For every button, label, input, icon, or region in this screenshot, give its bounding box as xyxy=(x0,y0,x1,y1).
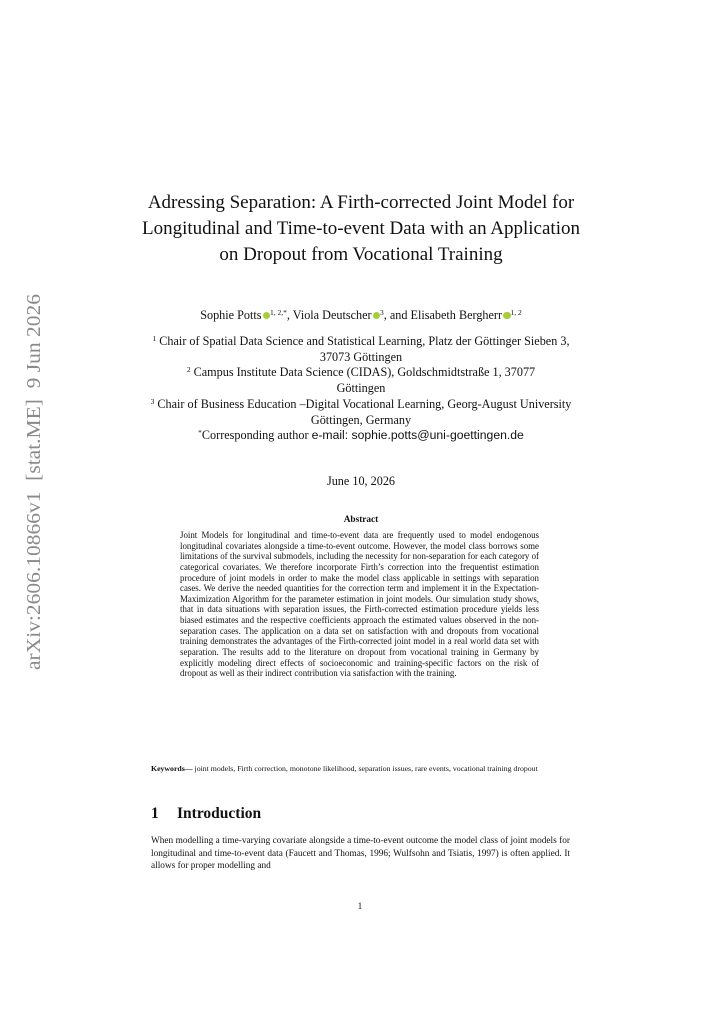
affiliation-mark: 2 xyxy=(186,365,191,375)
affiliation-3 xyxy=(140,397,582,428)
orcid-icon[interactable] xyxy=(263,312,271,320)
section-number: 1 xyxy=(151,805,159,822)
keywords xyxy=(151,764,570,774)
affiliation-text: Chair of Business Education –Digital Vocational Learning, Georg-August University Göttingen, Germany xyxy=(157,396,572,427)
keywords-text: joint models, Firth correction, monotone likelihood, separation issues, rare events, vocational training dropout xyxy=(192,764,538,773)
author-separator: , and xyxy=(383,308,411,322)
author-separator: , xyxy=(286,308,293,322)
corresponding-author xyxy=(140,428,582,444)
author-affiliation-marks: 1, 2 xyxy=(510,308,522,317)
section-heading-introduction xyxy=(151,805,261,823)
orcid-icon[interactable] xyxy=(373,312,381,320)
introduction-paragraph: When modelling a time-varying covariate alongside a time-to-event outcome the model class of joint models for longitudinal and time-to-event data (Faucett and Thomas, 1996; Wulfsohn and Tsiatis, 1997) is often applied. It allows for proper modelling and xyxy=(151,836,570,872)
author-affiliation-marks: 1, 2,* xyxy=(270,308,287,317)
arxiv-identifier-stamp xyxy=(16,294,48,670)
author-2 xyxy=(293,308,384,322)
author-name: Elisabeth Bergherr xyxy=(410,308,503,322)
affiliation-mark: 3 xyxy=(150,396,155,406)
affiliation-text: Campus Institute Data Science (CIDAS), Goldschmidtstraße 1, 37077 xyxy=(193,365,536,380)
author-name: Viola Deutscher xyxy=(292,308,372,322)
corresponding-mark: * xyxy=(198,428,202,438)
corresponding-email-link[interactable]: e-mail: sophie.potts@uni-goettingen.de xyxy=(311,428,524,443)
author-affiliation-marks: 3 xyxy=(380,308,384,317)
page-number: 1 xyxy=(357,902,363,912)
paper-title: Adressing Separation: A Firth-corrected Joint Model for Longitudinal and Time-to-event Data with an Application on Dropout from Vocational Training xyxy=(142,192,580,265)
affiliation-text: Chair of Spatial Data Science and Statistical Learning, Platz der Göttinger Sieben 3, 37073 Göttingen xyxy=(159,334,570,364)
corresponding-label: Corresponding author xyxy=(201,428,312,443)
arxiv-identifier-text: arXiv:2606.10866v1 [stat.ME] 9 Jun 2026 xyxy=(23,311,45,670)
section-title: Introduction xyxy=(177,805,262,822)
author-3 xyxy=(411,308,522,322)
affiliations xyxy=(140,334,582,444)
affiliation-2 xyxy=(125,365,597,396)
affiliation-text-cont: Göttingen xyxy=(336,381,386,396)
abstract-body: Joint Models for longitudinal and time-to-event data are frequently used to model endogenous longitudinal covariates alongside a time-to-event outcome. However, the model class borrows some limitations of the survival submodels, including the necessity for non-separation for each category of categorical covariates. We therefore incorporate Firth’s correction into the frequentist estimation procedure of joint models in order to make the model class applicable in settings with separation cases. We derive the needed quantities for the correction term and implement it in the Expectation-Maximization Algorithm for the parameter estimation in joint models. Our simulation study shows, that in data situations with separation issues, the Firth-corrected estimation procedure yields less biased estimates and the respective coefficients approach the estimated values observed in the non-separation cases. The application on a data set on satisfaction with and dropouts from vocational training demonstrates the advantages of the Firth-corrected joint model in a real world data set with separation. The results add to the literature on dropout from vocational training in Germany by explicitly modeling direct effects of socioeconomic and training-specific factors on the risk of dropout as well as their indirect contribution via satisfaction with the training. xyxy=(180,530,539,679)
author-list xyxy=(100,307,622,323)
author-name: Sophie Potts xyxy=(200,308,262,322)
keywords-label: Keywords— xyxy=(151,764,193,773)
orcid-icon[interactable] xyxy=(503,312,511,320)
author-1 xyxy=(200,308,287,322)
publication-date: June 10, 2026 xyxy=(326,474,396,488)
abstract-heading: Abstract xyxy=(343,515,379,525)
affiliation-mark: 1 xyxy=(152,334,157,343)
affiliation-1 xyxy=(140,334,582,365)
